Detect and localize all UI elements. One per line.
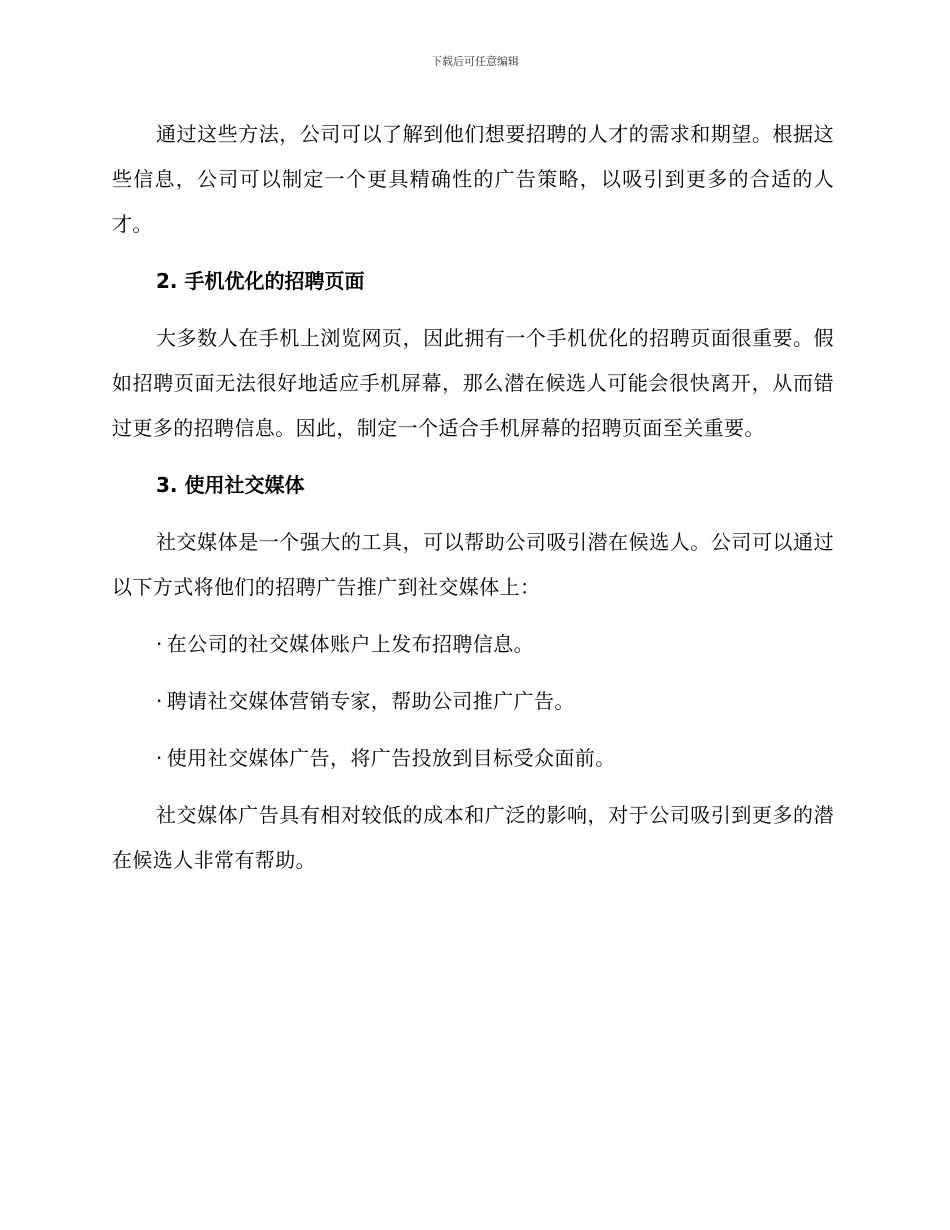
list-item [112,679,834,724]
list-item [112,736,834,781]
section-heading-mobile-optimized: 2. 手机优化的招聘页面 [156,269,365,293]
paragraph-social-media-intro: 社交媒体是一个强大的工具，可以帮助公司吸引潜在候选人。公司可以通过以下方式将他们的招聘广告推广到社交媒体上： [112,530,834,599]
section-heading-social-media: 3. 使用社交媒体 [156,473,305,497]
bullet-icon: · [156,689,163,713]
list-item-text: 使用社交媒体广告，将广告投放到目标受众面前。 [166,746,616,770]
list-item-text: 聘请社交媒体营销专家，帮助公司推广广告。 [166,689,575,713]
list-item [112,622,834,667]
paragraph-mobile-optimized: 大多数人在手机上浏览网页，因此拥有一个手机优化的招聘页面很重要。假如招聘页面无法很好地适应手机屏幕，那么潜在候选人可能会很快离开，从而错过更多的招聘信息。因此，制定一个适合手机屏幕的招聘页面至关重要。 [112,326,834,440]
paragraph-methods-summary: 通过这些方法，公司可以了解到他们想要招聘的人才的需求和期望。根据这些信息，公司可以制定一个更具精确性的广告策略，以吸引到更多的合适的人才。 [112,122,834,236]
bullet-icon: · [156,632,163,656]
paragraph-social-media-conclusion: 社交媒体广告具有相对较低的成本和广泛的影响，对于公司吸引到更多的潜在候选人非常有帮助。 [112,803,834,872]
document-body [112,112,834,883]
bullet-icon: · [156,746,163,770]
page-header: 下载后可任意编辑 [431,55,519,68]
list-item-text: 在公司的社交媒体账户上发布招聘信息。 [166,632,534,656]
